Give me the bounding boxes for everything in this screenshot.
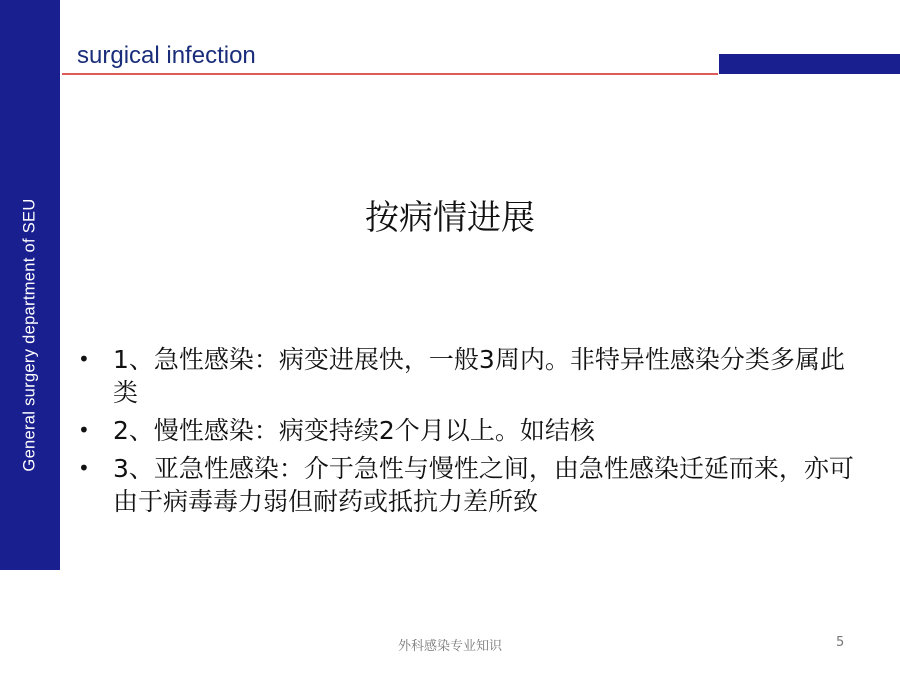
bullet-list — [78, 343, 868, 523]
bullet-icon: • — [78, 347, 90, 371]
header-divider — [62, 73, 718, 75]
sidebar-band — [0, 0, 60, 570]
bullet-text: 3、亚急性感染：介于急性与慢性之间，由急性感染迁延而来，亦可由于病毒毒力弱但耐药或抵抗力差所致 — [113, 454, 854, 516]
bullet-item — [78, 452, 868, 518]
sidebar-vertical-text: General surgery department of SEU — [20, 198, 39, 472]
bullet-icon: • — [78, 418, 90, 442]
header-title: surgical infection — [77, 42, 256, 69]
bullet-item — [78, 414, 868, 447]
page-number: 5 — [836, 635, 845, 650]
bullet-text: 1、急性感染：病变进展快，一般3周内。非特异性感染分类多属此类 — [113, 345, 845, 407]
footer-text: 外科感染专业知识 — [397, 639, 502, 654]
bullet-icon: • — [78, 456, 90, 480]
bullet-item — [78, 343, 868, 409]
bullet-text: 2、慢性感染：病变持续2个月以上。如结核 — [113, 416, 595, 445]
slide-title: 按病情进展 — [365, 198, 535, 238]
header-accent-bar — [719, 54, 900, 74]
